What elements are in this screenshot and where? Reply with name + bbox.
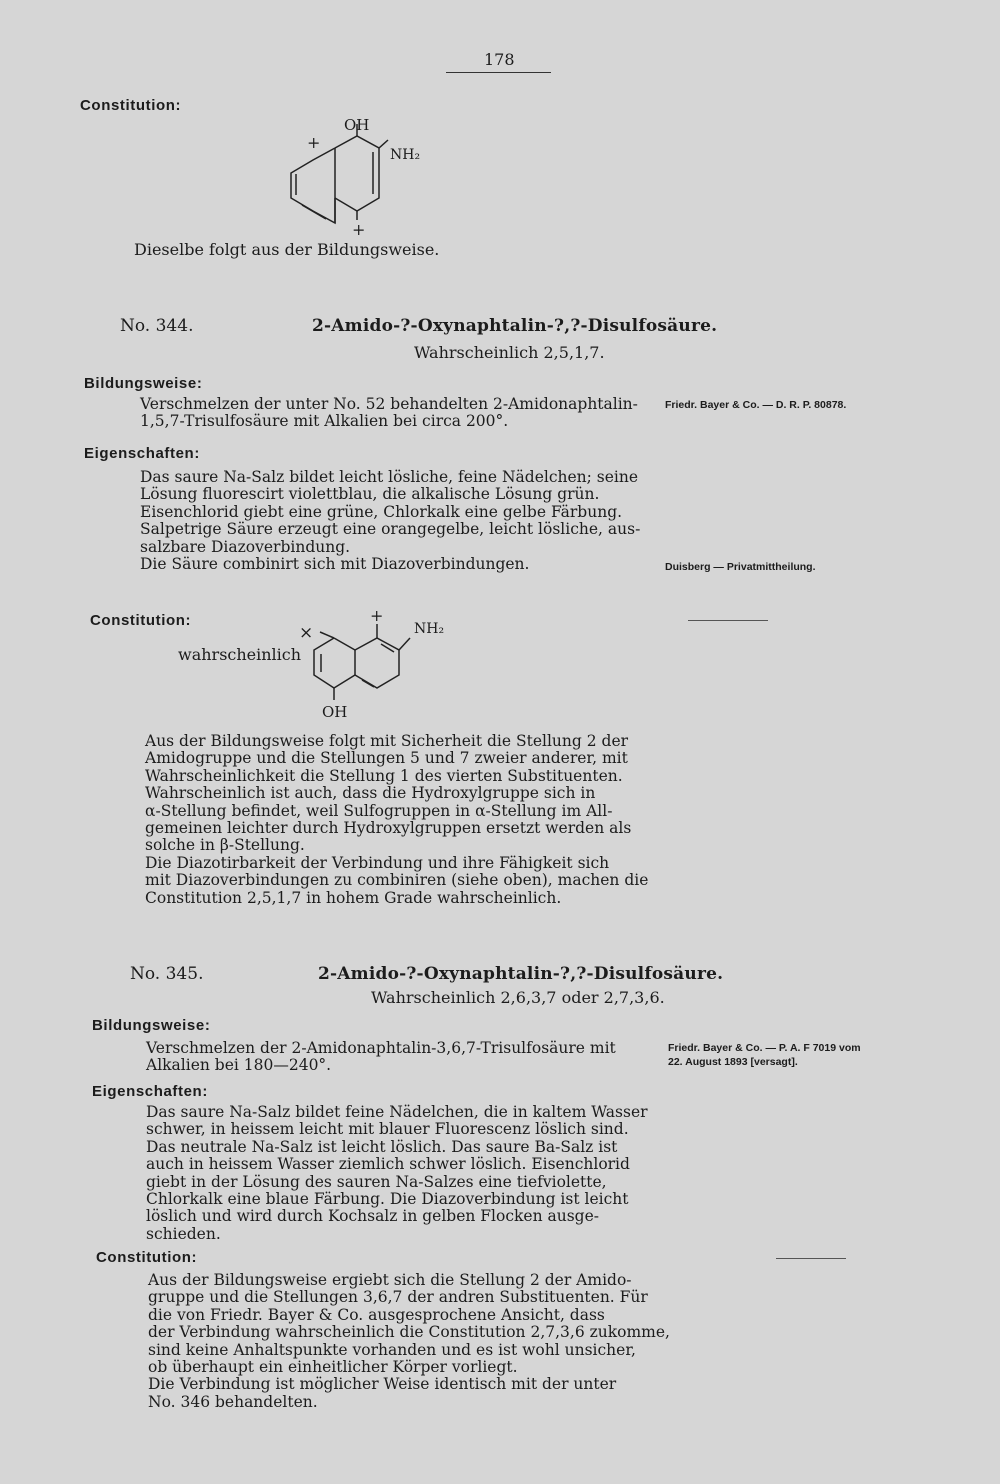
entry-345-eigenschaften-label: Eigenschaften: [92, 1083, 208, 1100]
text-line: Alkalien bei 180—240°. [146, 1056, 332, 1075]
plus-marker-344: + [370, 606, 384, 625]
entry-345-bildungsweise-text [146, 1040, 616, 1075]
text-line: 1,5,7-Trisulfosäure mit Alkalien bei circa 200°. [140, 412, 509, 431]
entry-344-constitution-label: Constitution: [90, 612, 192, 629]
text-line: Eisenchlorid giebt eine grüne, Chlorkalk eine gelbe Färbung. [140, 502, 623, 521]
reference-line: Friedr. Bayer & Co. — P. A. F 7019 vom [668, 1042, 861, 1054]
entry-344-eigenschaften-text [140, 469, 640, 573]
text-line: Das neutrale Na-Salz ist leicht löslich. Das saure Ba-Salz ist [146, 1137, 618, 1156]
text-line: Das saure Na-Salz bildet feine Nädelchen, die in kaltem Wasser [146, 1103, 648, 1121]
text-line: schwer, in heissem leicht mit blauer Fluorescenz löslich sind. [146, 1120, 629, 1139]
text-line: die von Friedr. Bayer & Co. ausgesprochene Ansicht, dass [148, 1305, 605, 1324]
entry-345-subtitle: Wahrscheinlich 2,6,3,7 oder 2,7,3,6. [371, 988, 665, 1007]
text-line: salzbare Diazoverbindung. [140, 537, 351, 556]
text-line: löslich und wird durch Kochsalz in gelben Flocken ausge- [146, 1207, 599, 1226]
entry-344-eigenschaften-label: Eigenschaften: [84, 445, 200, 462]
text-line: gruppe und die Stellungen 3,6,7 der andren Substituenten. Für [148, 1288, 648, 1307]
page-number: 178 [484, 50, 515, 69]
text-line: Wahrscheinlichkeit die Stellung 1 des vierten Substituenten. [145, 766, 623, 785]
entry-345-constitution-label: Constitution: [96, 1249, 198, 1266]
entry-344-bildungsweise-reference: Friedr. Bayer & Co. — D. R. P. 80878. [665, 399, 847, 411]
text-line: schieden. [146, 1224, 221, 1243]
footnote-rule [688, 620, 768, 621]
entry-345-title: 2-Amido-?-Oxynaphtalin-?,?-Disulfosäure. [318, 964, 724, 984]
text-line: der Verbindung wahrscheinlich die Constitution 2,7,3,6 zukomme, [148, 1323, 670, 1342]
nh2-label-top: NH₂ [390, 147, 421, 163]
entry-344-structure-label: wahrscheinlich [178, 645, 302, 664]
text-line: ob überhaupt ein einheitlicher Körper vorliegt. [148, 1358, 518, 1377]
caption-top: Dieselbe folgt aus der Bildungsweise. [134, 240, 440, 259]
text-line: Chlorkalk eine blaue Färbung. Die Diazoverbindung ist leicht [146, 1190, 629, 1209]
plus-marker-top-left: + [307, 133, 321, 152]
text-line: solche in β-Stellung. [145, 836, 305, 855]
nh2-label-344: NH₂ [414, 621, 445, 637]
x-marker-344: × [299, 623, 314, 643]
text-line: Die Säure combinirt sich mit Diazoverbindungen. [140, 555, 530, 574]
text-line: Verschmelzen der unter No. 52 behandelten 2-Amidonaphtalin- [140, 395, 638, 413]
entry-344-title: 2-Amido-?-Oxynaphtalin-?,?-Disulfosäure. [312, 316, 718, 336]
text-line: Aus der Bildungsweise folgt mit Sicherheit die Stellung 2 der [145, 732, 629, 750]
text-line: Verschmelzen der 2-Amidonaphtalin-3,6,7-Trisulfosäure mit [146, 1039, 616, 1057]
text-line: α-Stellung befindet, weil Sulfogruppen in α-Stellung im All- [145, 801, 613, 820]
text-line: Amidogruppe und die Stellungen 5 und 7 zweier anderer, mit [145, 749, 628, 768]
plus-marker-top-bottom: + [352, 220, 366, 239]
text-line: mit Diazoverbindungen zu combiniren (siehe oben), machen die [145, 871, 649, 890]
text-line: sind keine Anhaltspunkte vorhanden und es ist wohl unsicher, [148, 1340, 636, 1359]
text-line: auch in heissem Wasser ziemlich schwer löslich. Eisenchlorid [146, 1155, 630, 1174]
entry-344-bildungsweise-label: Bildungsweise: [84, 375, 203, 392]
entry-344-eigenschaften-reference: Duisberg — Privatmittheilung. [665, 561, 816, 573]
entry-345-bildungsweise-label: Bildungsweise: [92, 1017, 211, 1034]
text-line: Constitution 2,5,1,7 in hohem Grade wahrscheinlich. [145, 888, 562, 907]
structure-diagram-top [270, 112, 440, 247]
entry-345-discussion-text [148, 1272, 670, 1411]
text-line: giebt in der Lösung des sauren Na-Salzes eine tiefviolette, [146, 1172, 607, 1191]
entry-345-eigenschaften-text [146, 1104, 648, 1243]
text-line: Das saure Na-Salz bildet leicht lösliche, feine Nädelchen; seine [140, 468, 639, 486]
text-line: Die Verbindung ist möglicher Weise identisch mit der unter [148, 1375, 617, 1394]
text-line: No. 346 behandelten. [148, 1392, 318, 1411]
text-line: Wahrscheinlich ist auch, dass die Hydroxylgruppe sich in [145, 784, 596, 803]
entry-344-subtitle: Wahrscheinlich 2,5,1,7. [414, 343, 605, 362]
footnote-rule [776, 1258, 846, 1259]
reference-line: 22. August 1893 [versagt]. [668, 1056, 798, 1068]
structure-diagram-344 [290, 600, 460, 725]
page-number-rule [446, 72, 551, 73]
entry-344-bildungsweise-text [140, 396, 638, 431]
text-line: gemeinen leichter durch Hydroxylgruppen ersetzt werden als [145, 819, 632, 838]
entry-345-number: No. 345. [130, 964, 204, 984]
entry-345-bildungsweise-reference [668, 1041, 861, 1069]
oh-label-344: OH [322, 703, 348, 721]
text-line: Salpetrige Säure erzeugt eine orangegelbe, leicht lösliche, aus- [140, 520, 641, 539]
text-line: Die Diazotirbarkeit der Verbindung und ihre Fähigkeit sich [145, 853, 610, 872]
oh-label-top: OH [344, 116, 370, 134]
entry-344-number: No. 344. [120, 316, 194, 336]
text-line: Aus der Bildungsweise ergiebt sich die Stellung 2 der Amido- [148, 1271, 632, 1289]
constitution-label-top: Constitution: [80, 97, 182, 114]
text-line: Lösung fluorescirt violettblau, die alkalische Lösung grün. [140, 485, 600, 504]
entry-344-discussion-text [145, 733, 648, 907]
